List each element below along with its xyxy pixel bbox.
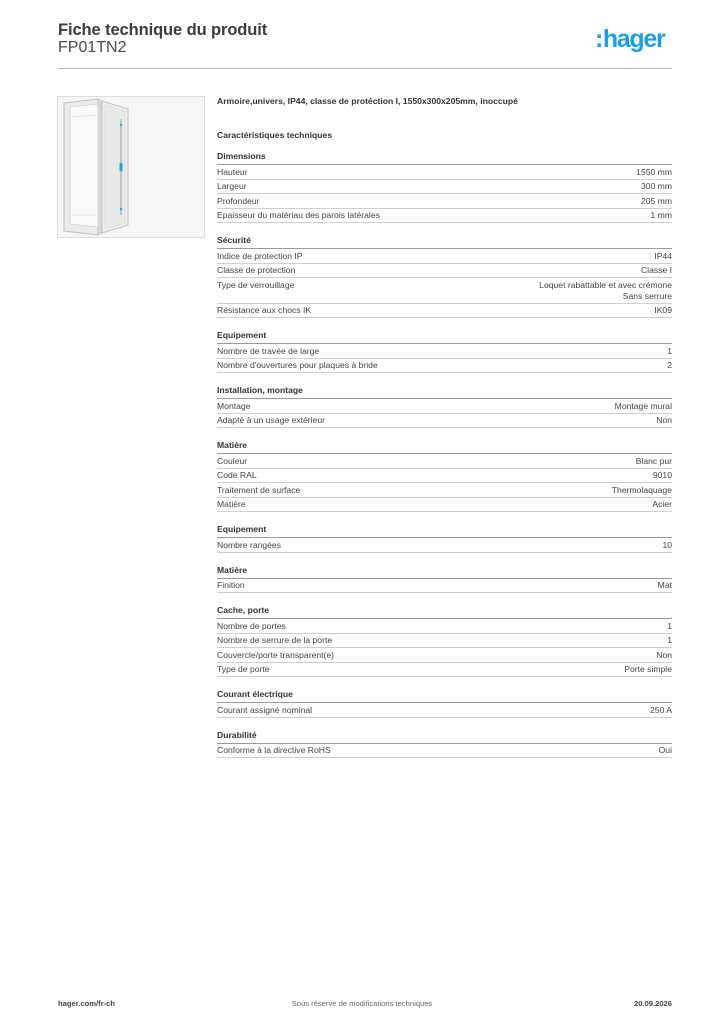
spec-label: Code RAL bbox=[217, 470, 257, 480]
spec-row bbox=[217, 648, 672, 663]
spec-row bbox=[217, 194, 672, 209]
spec-label: Matière bbox=[217, 499, 246, 509]
logo-colon: : bbox=[595, 25, 603, 53]
section-title: Matière bbox=[217, 565, 672, 579]
spec-section bbox=[217, 235, 672, 318]
spec-row bbox=[217, 538, 672, 553]
spec-value: Oui bbox=[658, 745, 672, 755]
spec-row bbox=[217, 264, 672, 279]
spec-label: Nombre d'ouvertures pour plaques à bride bbox=[217, 360, 378, 370]
spec-label: Profondeur bbox=[217, 195, 260, 206]
footer-notice: Sous réserve de modifications techniques bbox=[291, 999, 433, 1008]
logo-text: hager bbox=[602, 25, 665, 53]
spec-sections bbox=[217, 151, 672, 758]
spec-label: Couleur bbox=[217, 455, 248, 466]
section-title: Dimensions bbox=[217, 151, 672, 165]
spec-row bbox=[217, 399, 672, 414]
spec-row bbox=[217, 165, 672, 180]
spec-value: 300 mm bbox=[640, 181, 672, 191]
spec-label: Nombre rangées bbox=[217, 539, 282, 550]
spec-value: Mat bbox=[657, 580, 672, 590]
spec-value: Classe I bbox=[640, 265, 672, 275]
spec-row bbox=[217, 619, 672, 634]
spec-value: Porte simple bbox=[624, 664, 672, 674]
characteristics-title: Caractéristiques techniques bbox=[217, 130, 333, 140]
spec-value: 10 bbox=[662, 539, 672, 550]
spec-label: Classe de protection bbox=[217, 265, 296, 275]
spec-row bbox=[217, 634, 672, 649]
spec-row bbox=[217, 344, 672, 359]
spec-section bbox=[217, 330, 672, 373]
spec-label: Type de verrouillage bbox=[217, 279, 295, 290]
spec-value: IP44 bbox=[654, 250, 672, 261]
section-title: Equipement bbox=[217, 330, 672, 344]
spec-value: IK09 bbox=[654, 305, 672, 315]
spec-value: 205 mm bbox=[640, 195, 672, 206]
section-title: Cache, porte bbox=[217, 605, 672, 619]
spec-label: Finition bbox=[217, 580, 245, 590]
cabinet-image bbox=[57, 96, 205, 238]
section-title: Courant électrique bbox=[217, 689, 672, 703]
spec-section bbox=[217, 151, 672, 223]
spec-label: Adapté à un usage extérieur bbox=[217, 415, 325, 425]
spec-section bbox=[217, 440, 672, 512]
spec-value: 1 bbox=[667, 620, 672, 631]
hager-logo bbox=[595, 27, 664, 52]
spec-value: Non bbox=[656, 415, 672, 425]
spec-value: 250 A bbox=[650, 704, 672, 715]
spec-row bbox=[217, 454, 672, 469]
spec-row bbox=[217, 469, 672, 484]
spec-label: Résistance aux chocs IK bbox=[217, 305, 312, 315]
section-title: Sécurité bbox=[217, 235, 672, 249]
spec-row bbox=[217, 744, 672, 759]
spec-value: Thermolaquage bbox=[611, 484, 672, 495]
page-title: Fiche technique du produit bbox=[58, 21, 268, 39]
spec-label: Nombre de portes bbox=[217, 620, 286, 631]
product-description: Armoire,univers, IP44, classe de protéction I, 1550x300x205mm, inoccupé bbox=[217, 96, 518, 106]
spec-label: Montage bbox=[217, 400, 251, 411]
spec-section bbox=[217, 565, 672, 594]
spec-row bbox=[217, 209, 672, 224]
spec-value: 9010 bbox=[652, 470, 672, 480]
spec-label: Nombre de travée de large bbox=[217, 345, 320, 356]
spec-label: Epaisseur du matériau des parois latérales bbox=[217, 210, 380, 220]
spec-value: 1550 mm bbox=[636, 166, 672, 177]
spec-row bbox=[217, 249, 672, 264]
spec-content bbox=[217, 96, 672, 770]
spec-label: Traitement de surface bbox=[217, 484, 301, 495]
spec-value: Acier bbox=[652, 499, 672, 509]
spec-row bbox=[217, 703, 672, 718]
spec-value: 1 mm bbox=[650, 210, 672, 220]
spec-label: Courant assigné nominal bbox=[217, 704, 313, 715]
spec-row bbox=[217, 663, 672, 678]
spec-row bbox=[217, 180, 672, 195]
spec-row bbox=[217, 359, 672, 374]
footer-website: hager.com/fr-ch bbox=[58, 999, 115, 1008]
section-title: Matière bbox=[217, 440, 672, 454]
footer-date: 20.09.2026 bbox=[633, 999, 672, 1008]
spec-value: Montage mural bbox=[614, 400, 672, 411]
spec-label: Conforme à la directive RoHS bbox=[217, 745, 331, 755]
spec-label: Indice de protection IP bbox=[217, 250, 303, 261]
header-divider bbox=[58, 68, 672, 69]
product-reference: FP01TN2 bbox=[58, 39, 127, 56]
spec-value: 2 bbox=[667, 360, 672, 370]
spec-value: 1 bbox=[667, 345, 672, 356]
spec-row bbox=[217, 414, 672, 429]
spec-section bbox=[217, 689, 672, 718]
spec-label: Couvercle/porte transparent(e) bbox=[217, 649, 335, 660]
spec-row bbox=[217, 579, 672, 594]
spec-section bbox=[217, 730, 672, 759]
spec-row bbox=[217, 304, 672, 319]
spec-value: 1 bbox=[667, 635, 672, 645]
spec-value: Loquet rabattable et avec crémone Sans serrure bbox=[539, 279, 672, 301]
spec-label: Type de porte bbox=[217, 664, 270, 674]
spec-section bbox=[217, 524, 672, 553]
spec-label: Largeur bbox=[217, 181, 247, 191]
spec-row bbox=[217, 483, 672, 498]
spec-label: Hauteur bbox=[217, 166, 248, 177]
spec-row bbox=[217, 498, 672, 513]
spec-section bbox=[217, 385, 672, 428]
section-title: Durabilité bbox=[217, 730, 672, 744]
spec-value: Blanc pur bbox=[635, 455, 672, 466]
spec-value: Non bbox=[656, 649, 672, 660]
spec-section bbox=[217, 605, 672, 677]
spec-label: Nombre de serrure de la porte bbox=[217, 635, 333, 645]
section-title: Equipement bbox=[217, 524, 672, 538]
spec-row bbox=[217, 278, 672, 304]
section-title: Installation, montage bbox=[217, 385, 672, 399]
